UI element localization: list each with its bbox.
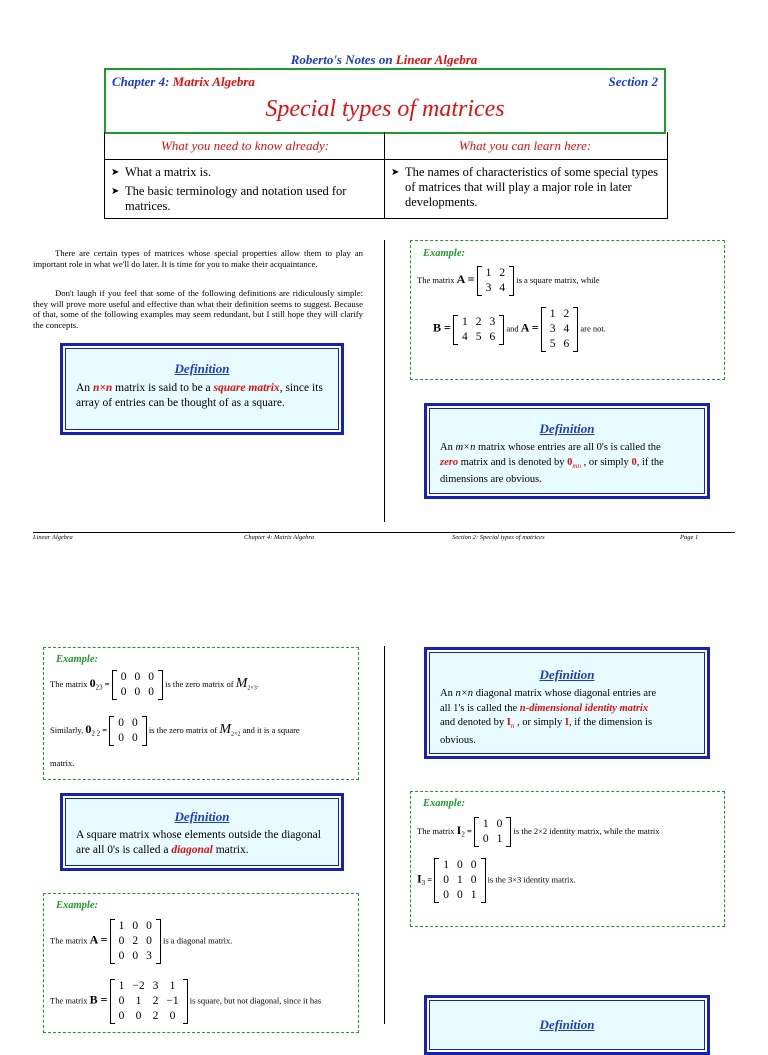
example-line-3: matrix. [50,758,75,768]
know-list [111,165,373,218]
definition-title: Definition [174,361,230,376]
footer-page-number: Page 1 [680,534,699,541]
page-title: Special types of matrices [265,96,505,122]
example-title: Example: [423,248,465,259]
intro-paragraph-2: Don't laugh if you feel that some of the following definitions are ridiculously simple: they will prove more useful and effective than what their definition seems to suggest. Because of that, some of the following examples may seem redundant, but I still hope they will clarify the concepts. [33,288,363,330]
example-title: Example: [423,798,465,809]
know-item: ➤ The basic terminology and notation used for matrices. [111,184,373,214]
definition-title: Definition [174,809,230,824]
learn-heading: What you can learn here: [458,138,592,153]
definition-zero-matrix [424,403,710,499]
example-line-1: The matrix A = 1 2 3 4 is a square matrix, while [417,267,600,294]
course-title: Roberto's Notes on Linear Algebra [290,52,478,67]
footer-rule [33,532,735,533]
learn-item: ➤ The names of characteristics of some special types of matrices that will play a major role in later developments. [391,165,661,210]
column-divider [384,646,385,1024]
identity-matrix-3: 1 0 0 0 1 0 0 0 1 [434,858,485,903]
zero-matrix-2x3: 0 0 0 0 0 0 [112,670,163,700]
definition-title: Definition [539,667,595,682]
example-line-2: $I_3$ = 1 0 0 0 1 0 0 0 1 is the 3×3 identity matrix. [417,859,576,901]
matrix-A: 1 2 3 4 [477,266,515,296]
definition-next [424,995,710,1055]
example-line-2: The matrix B = 1 −2 3 1 0 1 2 −1 0 0 2 0 is square, but not diagonal, since it has [50,980,322,1022]
know-item: ➤ What a matrix is. [111,165,373,180]
definition-title: Definition [539,1017,595,1032]
learn-list [391,165,661,214]
example-line-1: The matrix $I_2$ = 1 0 0 1 is the 2×2 identity matrix, while the matrix [417,818,660,845]
example-square-matrix [410,240,725,380]
column-divider [384,240,385,522]
example-line-1: The matrix A = 1 0 0 0 2 0 0 0 3 is a diagonal matrix. [50,920,233,962]
example-zero-matrix [43,647,359,780]
example-line-1: The matrix $0_{23}$ = 0 0 0 0 0 0 is the zero matrix of $M_{2\times 3}$. [50,671,259,698]
definition-square-matrix [60,343,344,435]
definition-diagonal-matrix [60,793,344,871]
section-label: Section 2 [608,74,658,89]
intro-paragraph-1: There are certain types of matrices whose special properties allow them to play an important role in what we'll do later. It is time for you to make their acquaintance. [33,248,363,269]
definition-text: A square matrix whose elements outside the diagonal are all 0's is called a diagonal matrix. [76,829,321,856]
chapter-label: Chapter 4: Matrix Algebra [112,74,255,89]
example-diagonal-matrix [43,893,359,1033]
diagonal-matrix-A: 1 0 0 0 2 0 0 0 3 [110,919,161,964]
chapter-header-box [104,68,666,134]
definition-title: Definition [539,421,595,436]
definition-text: An n×n diagonal matrix whose diagonal entries are all 1's is called the n-dimensional identity matrix and denoted by $I_n$ , or simply I, if the dimension is obvious. [440,688,657,746]
footer-section: Section 2: Special types of matrices [452,534,545,541]
example-line-2: Similarly, $0_{2 2}$ = 0 0 0 0 is the zero matrix of $M_{2\times 2}$ and it is a square [50,717,300,744]
example-identity-matrix [410,791,725,927]
know-heading: What you need to know already: [160,138,330,153]
definition-text: An n×n matrix is said to be a square matrix, since its array of entries can be thought of as a square. [76,382,323,409]
definition-text: An m×n matrix whose entries are all 0's is called the zero matrix and is denoted by $0_{mn}$ , or simply 0, if the dimensions are obvious. [440,442,664,486]
definition-identity-matrix [424,647,710,759]
example-title: Example: [56,654,98,665]
footer-chapter: Chapter 4: Matrix Algebra [244,534,315,541]
zero-matrix-2x2: 0 0 0 0 [109,716,147,746]
prerequisites-table [104,132,668,219]
matrix-B: 1 2 3 4 5 6 [453,315,504,345]
footer-course: Linear Algebra [33,534,73,541]
example-line-2: B = 1 2 3 4 5 6 and A = 1 2 3 4 5 6 are not. [433,308,606,350]
matrix-A-3x2: 1 2 3 4 5 6 [541,307,579,352]
example-title: Example: [56,900,98,911]
matrix-B: 1 −2 3 1 0 1 2 −1 0 0 2 0 [110,979,188,1024]
identity-matrix-2: 1 0 0 1 [474,817,512,847]
